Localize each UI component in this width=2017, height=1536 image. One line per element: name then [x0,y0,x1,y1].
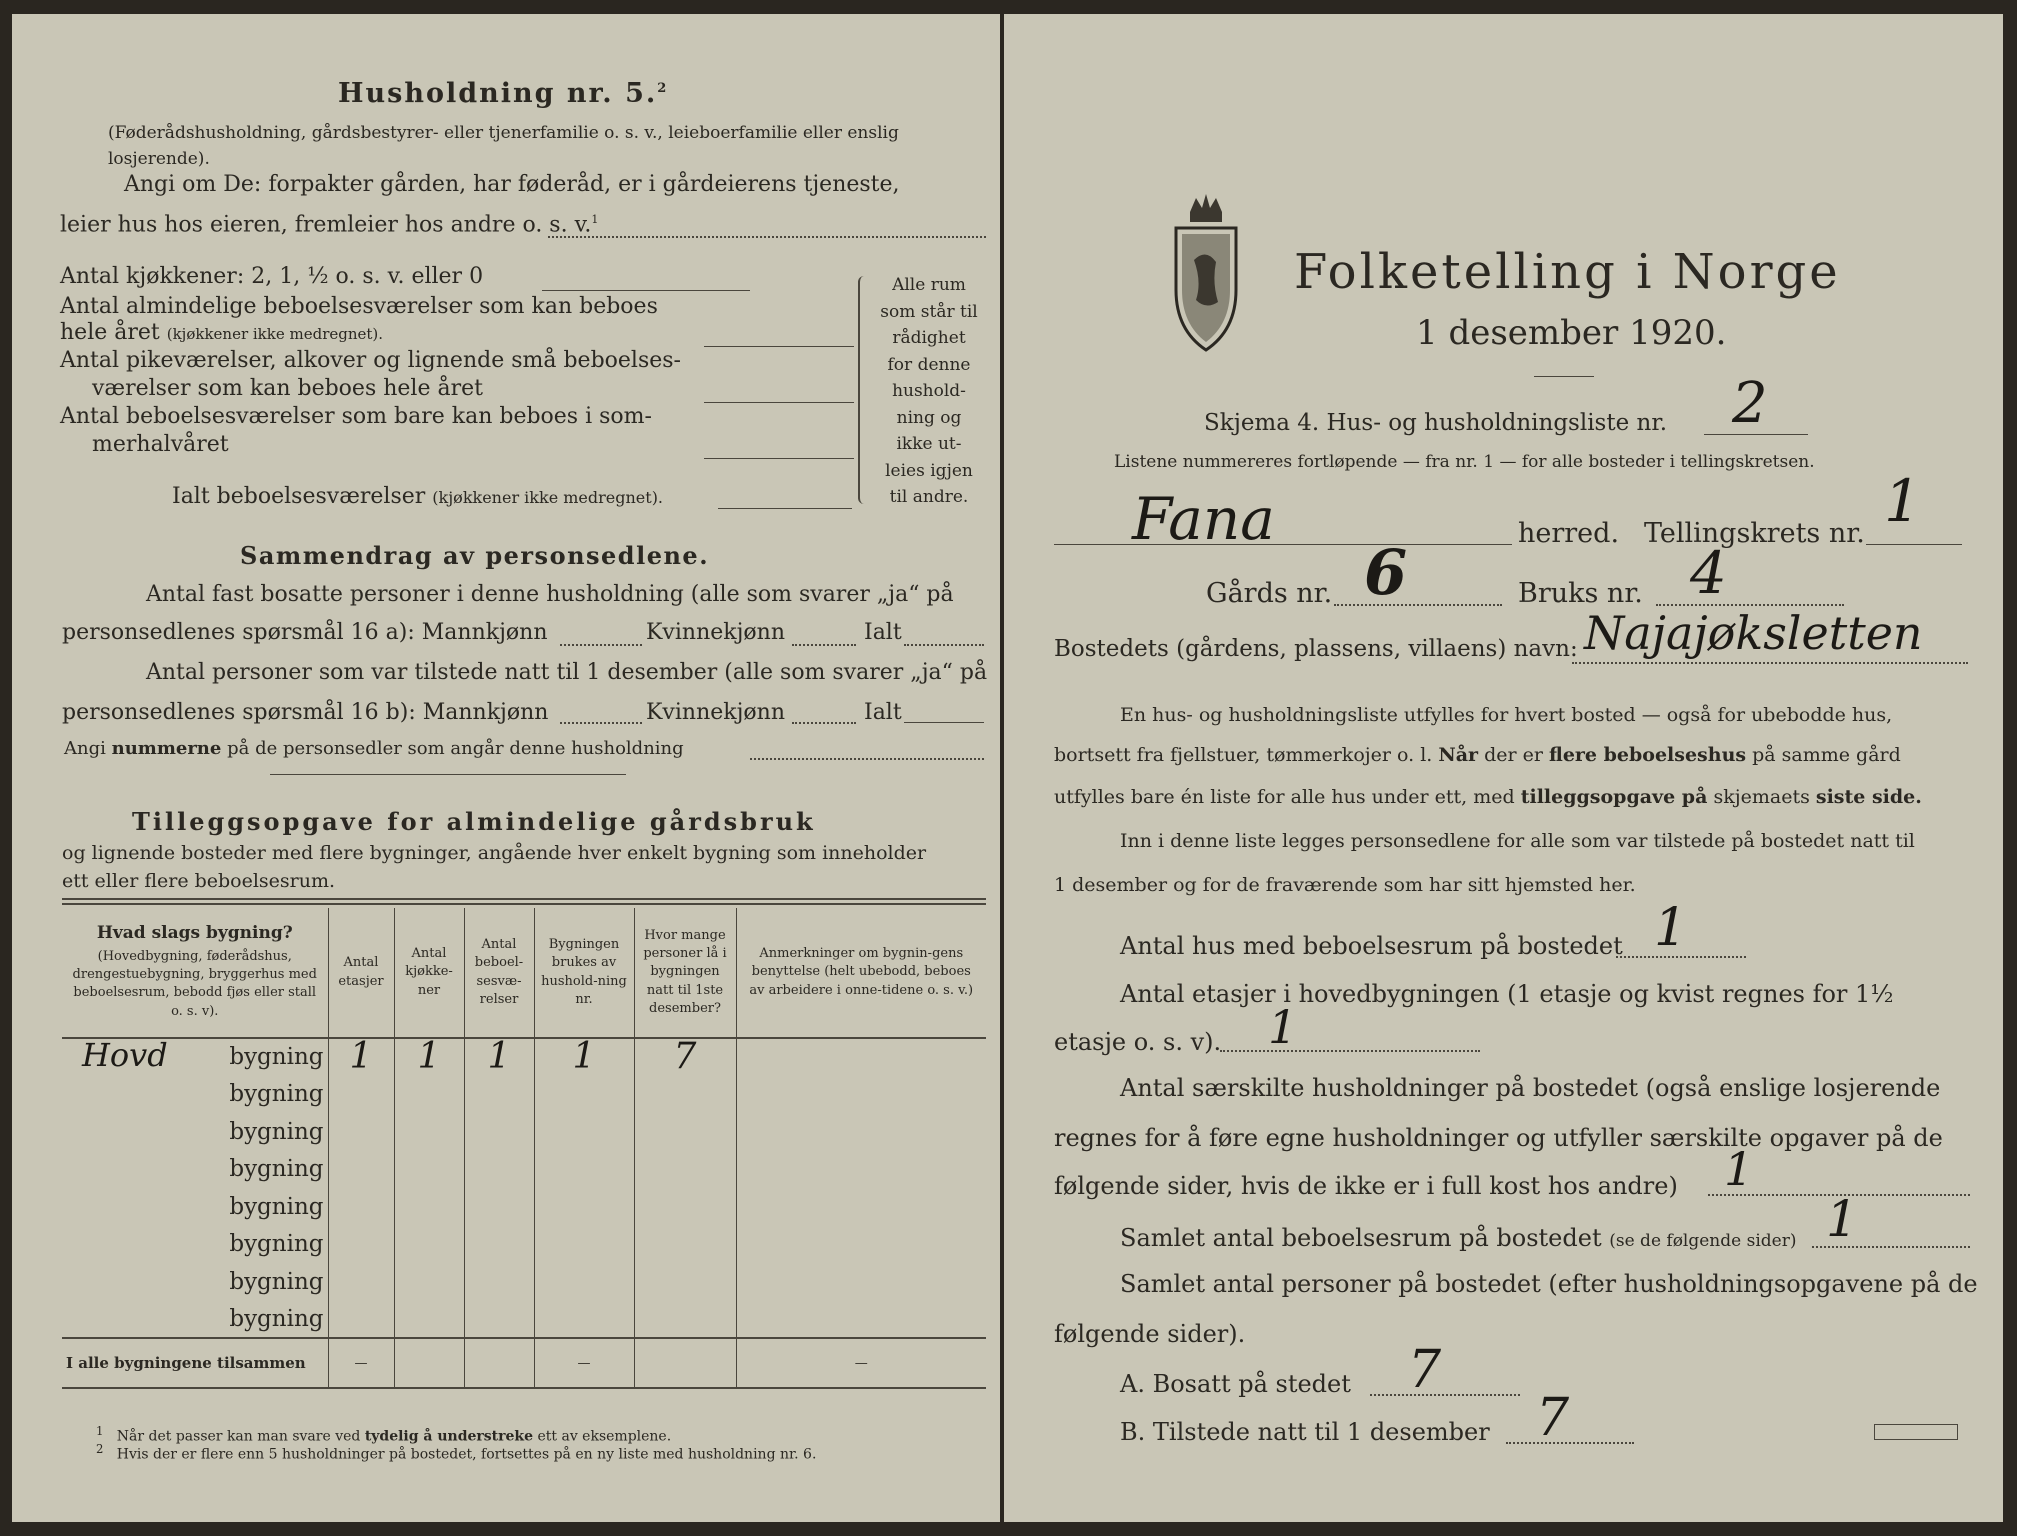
bosatt-label: A. Bosatt på stedet [1120,1370,1351,1398]
sers-line-3: følgende sider, hvis de ikke er i full kost hos andre) [1054,1172,1678,1200]
col-header-pers: Hvor mange personer lå i bygningen natt til 1ste desember? [634,908,736,1038]
bygning-label: bygning [229,1156,324,1183]
samlet-rum-label: Samlet antal beboelsesrum på bostedet (se de følgende sider) [1120,1224,1797,1252]
table-top-rule-2 [62,903,986,905]
building-rum-cell[interactable] [464,1076,534,1114]
sers-value[interactable]: 1 [1724,1142,1754,1196]
left-page [12,14,1000,1522]
building-kjokken-cell[interactable] [394,1263,464,1301]
building-type-cell[interactable] [62,1226,328,1264]
building-etasjer-cell[interactable] [328,1151,394,1189]
fast-ialt-line[interactable] [904,644,984,646]
etasjer-line-1: Antal etasjer i hovedbygningen (1 etasje og kvist regnes for 1½ [1120,980,1894,1008]
building-etasjer-cell[interactable] [328,1301,394,1339]
side-note-line: Alle rum [892,275,966,295]
building-hush-cell[interactable] [534,1226,634,1264]
tilst-line-1: Antal personer som var tilstede natt til 1 desember (alle som svarer „ja“ på [146,660,988,685]
bygning-label: bygning [229,1231,324,1258]
section-divider [270,774,626,775]
col-header-kjokken: Antal kjøkke-ner [394,908,464,1038]
total-label: I alle bygningene tilsammen [66,1354,306,1372]
bygning-label: bygning [229,1081,324,1108]
fast-ialt-label: Ialt [864,620,902,645]
building-type-cell[interactable] [62,1151,328,1189]
building-rum-cell[interactable] [464,1226,534,1264]
skjema-nr-value[interactable]: 2 [1732,371,1768,436]
gards-value[interactable]: 6 [1364,536,1408,609]
kjokkener-answer-line[interactable] [542,290,750,291]
building-pers-cell[interactable] [634,1076,736,1114]
krets-label: Tellingskrets nr. [1644,518,1865,549]
building-kjokken-cell[interactable] [394,1113,464,1151]
bygning-label: bygning [229,1044,324,1071]
building-type-value: Hovd [82,1036,168,1074]
building-rum-cell[interactable] [464,1263,534,1301]
printer-stamp [1874,1424,1958,1440]
building-hush-cell[interactable] [534,1113,634,1151]
info-line-2: bortsett fra fjellstuer, tømmerkojer o. l. Når der er flere beboelseshus på samme gård [1054,744,1901,766]
side-note [874,272,984,511]
info-line-3: utfylles bare én liste for alle hus under ett, med tilleggsopgave på skjemaets siste side. [1054,786,1922,808]
alm-answer-line[interactable] [704,346,854,347]
pike-label-2: værelser som kan beboes hele året [92,376,483,401]
building-hush-cell[interactable] [534,1263,634,1301]
building-etasjer-cell[interactable] [328,1263,394,1301]
samlet-rum-value[interactable]: 1 [1826,1190,1858,1248]
sommer-label-1: Antal beboelsesværelser som bare kan beboes i som- [60,404,652,429]
tilstede-line [1506,1442,1634,1444]
building-rum-cell[interactable] [464,1113,534,1151]
total-hush[interactable]: — [534,1338,634,1388]
total-row [62,1338,986,1388]
bosted-value[interactable]: Najajøksletten [1584,606,1923,660]
building-etasjer-cell[interactable] [328,1113,394,1151]
building-pers-cell[interactable] [634,1263,736,1301]
bygning-label: bygning [229,1118,324,1145]
gards-label: Gårds nr. [1206,578,1333,609]
total-anm[interactable]: — [736,1338,986,1388]
building-pers-cell[interactable] [634,1113,736,1151]
building-anm-cell[interactable] [736,1188,986,1226]
side-note-line: som står til [880,301,978,322]
tillegg-line-2: ett eller flere beboelsesrum. [62,870,336,892]
bygning-label: bygning [229,1268,324,1295]
samlet-pers-line-2: følgende sider). [1054,1320,1246,1348]
tilst-mann-line[interactable] [560,722,642,724]
building-row [62,1188,986,1226]
col-header-type: Hvad slags bygning? (Hovedbygning, føderådshus, drengestuebygning, bryggerhus med beboelsesrum, bebodd fjøs eller stall o. s. v). [62,908,328,1038]
brace [858,276,870,504]
building-hush-cell[interactable]: 1 [534,1038,634,1076]
side-note-line: til andre. [889,487,969,507]
info-line-1: En hus- og husholdningsliste utfylles for hvert bosted — også for ubebodde hus, [1120,704,1893,726]
bruks-value[interactable]: 4 [1690,539,1727,607]
tilst-line-2: personsedlenes spørsmål 16 b): Mannkjønn [62,700,549,725]
sers-line-1: Antal særskilte husholdninger på bostedet (også enslige losjerende [1120,1074,1941,1102]
side-note-line: leies igjen [885,460,973,481]
kjokkener-label: Antal kjøkkener: 2, 1, ½ o. s. v. eller 0 [60,264,484,289]
hus-label: Antal hus med beboelsesrum på bostedet [1120,932,1623,960]
building-hush-cell[interactable] [534,1151,634,1189]
etasjer-value[interactable]: 1 [1268,1000,1298,1054]
building-row [62,1038,986,1076]
tilstede-label: B. Tilstede natt til 1 desember [1120,1418,1490,1446]
herred-line [1054,544,1512,545]
alm-label-2: hele året (kjøkkener ikke medregnet). [60,320,384,345]
building-hush-cell[interactable] [534,1301,634,1339]
tilst-kvinne-label: Kvinnekjønn [646,700,785,725]
bygning-label: bygning [229,1193,324,1220]
household-title: Husholdning nr. 5.$^2$ [338,78,669,109]
side-note-line: ikke ut- [896,434,962,454]
etasjer-answer-line [1220,1050,1480,1052]
side-note-line: ning og [896,407,962,428]
building-pers-cell[interactable] [634,1151,736,1189]
total-kjokken[interactable] [394,1338,464,1388]
info-line-5: 1 desember og for de fraværende som har sitt hjemsted her. [1054,874,1636,896]
building-kjokken-cell[interactable]: 1 [394,1038,464,1076]
pike-answer-line[interactable] [704,402,854,403]
alm-label-1: Antal almindelige beboelsesværelser som kan beboes [60,294,658,319]
building-hush-cell[interactable] [534,1076,634,1114]
fast-line-1: Antal fast bosatte personer i denne husholdning (alle som svarer „ja“ på [146,582,954,607]
bosatt-line [1370,1394,1520,1396]
building-pers-cell[interactable]: 7 [634,1038,736,1076]
building-anm-cell[interactable] [736,1151,986,1189]
side-note-line: rådighet [892,328,966,348]
ialt-answer-line[interactable] [718,508,852,509]
listene-note: Listene nummereres fortløpende — fra nr. 1 — for alle bosteder i tellingskretsen. [1114,452,1815,472]
building-table [62,908,986,1389]
etasjer-line-2: etasje o. s. v). [1054,1028,1222,1056]
building-pers-cell[interactable] [634,1188,736,1226]
total-pers[interactable] [634,1338,736,1388]
bruks-label: Bruks nr. [1518,578,1643,609]
building-anm-cell[interactable] [736,1076,986,1114]
building-rum-cell[interactable] [464,1151,534,1189]
building-type-cell[interactable] [62,1076,328,1114]
fast-kvinne-line[interactable] [792,644,856,646]
table-top-rule-1 [62,898,986,900]
herred-value[interactable]: Fana [1132,485,1275,553]
fast-kvinne-label: Kvinnekjønn [646,620,785,645]
building-kjokken-cell[interactable] [394,1076,464,1114]
gards-line [1334,604,1502,606]
side-note-line: hushold- [892,381,966,401]
angi-fill-line[interactable] [548,236,986,238]
building-etasjer-cell[interactable] [328,1188,394,1226]
building-type-cell[interactable] [62,1263,328,1301]
tilst-ialt-line[interactable] [904,722,984,723]
bosted-label: Bostedets (gårdens, plassens, villaens) navn: [1054,636,1578,662]
hus-value[interactable]: 1 [1654,898,1688,958]
sommer-answer-line[interactable] [704,458,854,459]
sammendrag-title: Sammendrag av personsedlene. [240,541,710,570]
total-etasjer[interactable]: — [328,1338,394,1388]
tillegg-line-1: og lignende bosteder med flere bygninger, angående hver enkelt bygning som inneholder [62,842,927,864]
building-anm-cell[interactable] [736,1263,986,1301]
building-rum-cell[interactable] [464,1301,534,1339]
col-header-hush: Bygningen brukes av hushold-ning nr. [534,908,634,1038]
col-header-rum: Antal beboel-sesvæ-relser [464,908,534,1038]
tilst-kvinne-line[interactable] [792,722,856,724]
building-etasjer-cell[interactable]: 1 [328,1038,394,1076]
krets-line [1866,544,1962,545]
nummerne-line[interactable] [750,758,984,760]
col-header-etasjer: Antal etasjer [328,908,394,1038]
building-anm-cell[interactable] [736,1301,986,1339]
building-kjokken-cell[interactable] [394,1151,464,1189]
fast-line-2: personsedlenes spørsmål 16 a): Mannkjønn [62,620,548,645]
building-etasjer-cell[interactable] [328,1226,394,1264]
footnote-1: $^1$ Når det passer kan man svare ved tydelig å understreke ett av eksemplene. [96,1424,672,1445]
building-kjokken-cell[interactable] [394,1188,464,1226]
building-rum-cell[interactable] [464,1188,534,1226]
info-line-4: Inn i denne liste legges personsedlene for alle som var tilstede på bostedet natt til [1120,830,1915,852]
angi-line-1: Angi om De: forpakter gården, har føderåd, er i gårdeierens tjeneste, [124,172,900,197]
angi-line-2: leier hus hos eieren, fremleier hos andre o. s. v.$^1$ [60,212,599,238]
coat-of-arms-icon [1168,190,1244,354]
tilst-ialt-label: Ialt [864,700,902,725]
pike-label-1: Antal pikeværelser, alkover og lignende små beboelses- [60,348,681,373]
building-etasjer-cell[interactable] [328,1076,394,1114]
building-kjokken-cell[interactable] [394,1226,464,1264]
total-rum[interactable] [464,1338,534,1388]
right-page [1004,14,2003,1522]
household-subtitle: (Føderådshusholdning, gårdsbestyrer- eller tjenerfamilie o. s. v., leieboerfamilie eller enslig losjerende). [108,123,899,169]
building-row [62,1263,986,1301]
building-rows [62,1038,986,1338]
samlet-pers-line-1: Samlet antal personer på bostedet (efter husholdningsopgavene på de [1120,1270,1978,1298]
col-header-anm: Anmerkninger om bygnin-gens benyttelse (helt ubebodd, beboes av arbeidere i onne-tidene o. s. v.) [736,908,986,1038]
building-type-cell[interactable] [62,1188,328,1226]
building-pers-cell[interactable] [634,1301,736,1339]
tillegg-title: Tilleggsopgave for almindelige gårdsbruk [132,807,816,836]
title-divider [1534,376,1594,377]
building-anm-cell[interactable] [736,1226,986,1264]
building-rum-cell[interactable]: 1 [464,1038,534,1076]
sommer-label-2: merhalvåret [92,432,229,457]
building-row [62,1301,986,1339]
building-row [62,1113,986,1151]
bosatt-value[interactable]: 7 [1408,1340,1442,1400]
herred-label: herred. [1518,518,1620,549]
angi-nummerne: Angi nummerne på de personsedler som angår denne husholdning [64,738,684,759]
building-kjokken-cell[interactable] [394,1301,464,1339]
ialt-label: Ialt beboelsesværelser (kjøkkener ikke medregnet). [172,484,664,509]
skjema-label: Skjema 4. Hus- og husholdningsliste nr. [1204,410,1668,436]
side-note-line: for denne [887,354,971,375]
building-anm-cell[interactable] [736,1113,986,1151]
census-title: Folketelling i Norge [1294,244,1841,300]
bygning-label: bygning [229,1305,324,1332]
footnote-2: $^2$ Hvis der er flere enn 5 husholdninger på bostedet, fortsettes på en ny liste med husholdning nr. 6. [96,1442,817,1463]
tilstede-value[interactable]: 7 [1536,1388,1570,1448]
fast-mann-line[interactable] [560,644,642,646]
building-type-cell[interactable] [62,1301,328,1339]
building-type-cell[interactable] [62,1113,328,1151]
bosted-line [1572,662,1968,664]
building-pers-cell[interactable] [634,1226,736,1264]
building-row [62,1226,986,1264]
krets-value[interactable]: 1 [1884,467,1921,535]
census-date: 1 desember 1920. [1416,313,1727,353]
building-anm-cell[interactable] [736,1038,986,1076]
sers-line-2: regnes for å føre egne husholdninger og utfyller særskilte opgaver på de [1054,1124,1943,1152]
building-row [62,1076,986,1114]
building-hush-cell[interactable] [534,1188,634,1226]
building-row [62,1151,986,1189]
building-type-cell[interactable] [62,1038,328,1076]
